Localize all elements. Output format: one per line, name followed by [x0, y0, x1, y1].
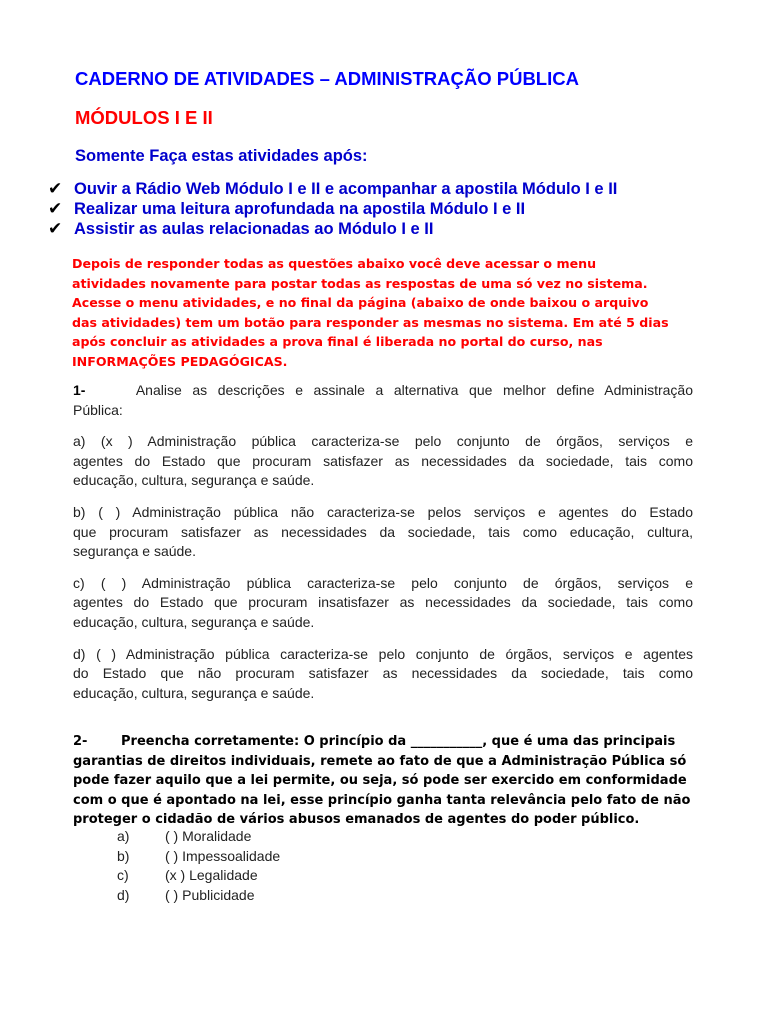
checklist-item-text: Ouvir a Rádio Web Módulo I e II e acompanhar a apostila Módulo I e II: [74, 180, 618, 198]
notice-line: Acesse o menu atividades, e no final da página (abaixo de onde baixou o arquivo: [72, 295, 649, 311]
option-letter: d): [117, 886, 130, 903]
page-subtitle: MÓDULOS I E II: [75, 107, 213, 128]
option-line: do Estado que não procuram satisfazer as necessidades da sociedade, tais como: [73, 665, 693, 682]
page-title: CADERNO DE ATIVIDADES – ADMINISTRAÇÃO PÚBLICA: [75, 68, 579, 89]
question-text-line: Pública:: [73, 401, 123, 418]
option-text: ( ) Moralidade: [165, 828, 252, 844]
option-line: d) ( ) Administração pública caracteriza-se pelo conjunto de órgãos, serviços e agentes: [73, 645, 693, 662]
instructions-notice: [72, 254, 692, 372]
answer-option-b: [117, 847, 280, 867]
checklist-item-text: Assistir as aulas relacionadas ao Módulo I e II: [74, 220, 434, 238]
question-1-prompt: [73, 381, 693, 420]
answer-option-a: [117, 827, 280, 847]
notice-line: Depois de responder todas as questões abaixo você deve acessar o menu: [72, 256, 597, 271]
option-text: (x ) Legalidade: [165, 867, 258, 884]
option-line: educação, cultura, segurança e saúde.: [73, 684, 315, 701]
option-letter: b): [117, 847, 130, 864]
question-number: 2-: [73, 734, 88, 749]
option-line: educação, cultura, segurança e saúde.: [73, 613, 315, 630]
option-line: agentes do Estado que procuram insatisfazer as necessidades da sociedade, tais como: [73, 594, 693, 611]
answer-option-d: [117, 886, 280, 906]
option-line: b) ( ) Administração pública não caracteriza-se pelos serviços e agentes do Estado: [73, 503, 693, 520]
answer-option-b: [73, 503, 693, 562]
question-text-line: proteger o cidadão de vários abusos emanados de agentes do poder público.: [73, 812, 640, 828]
check-icon: ✔: [48, 179, 63, 199]
answer-option-c: [117, 866, 280, 886]
question-2: [73, 732, 693, 830]
checklist-item: [48, 179, 748, 199]
option-line: agentes do Estado que procuram satisfazer as necessidades da sociedade, tais como: [73, 452, 693, 469]
question-text-line: Preencha corretamente: O princípio da ___________, que é uma das principais: [121, 734, 676, 749]
notice-line: atividades novamente para postar todas as respostas de uma só vez no sistema.: [72, 275, 648, 291]
notice-line: das atividades) tem um botão para responder as mesmas no sistema. Em até 5 dias: [72, 314, 669, 330]
answer-option-a: [73, 432, 693, 491]
option-line: c) ( ) Administração pública caracteriza-se pelo conjunto de órgãos, serviços e: [73, 574, 693, 591]
option-line: educação, cultura, segurança e saúde.: [73, 472, 315, 489]
checklist-item: [48, 219, 748, 239]
option-text: ( ) Publicidade: [165, 886, 255, 903]
check-icon: ✔: [48, 199, 63, 219]
question-text-line: garantias de direitos individuais, remete ao fato de que a Administração Pública só: [73, 753, 687, 769]
prerequisite-checklist: [48, 179, 748, 239]
option-line: que procuram satisfazer as necessidades da sociedade, tais como educação, cultura,: [73, 523, 693, 540]
question-2-options: [117, 827, 280, 905]
notice-line: após concluir as atividades a prova final é liberada no portal do curso, nas: [72, 334, 603, 350]
intro-heading: Somente Faça estas atividades após:: [75, 147, 368, 165]
question-text-line: com o que é apontado na lei, esse princípio ganha tanta relevância pelo fato de não: [73, 792, 691, 808]
option-text: ( ) Impessoalidade: [165, 847, 281, 864]
question-1: [73, 381, 693, 715]
option-letter: c): [117, 867, 129, 884]
checklist-item-text: Realizar uma leitura aprofundada na apostila Módulo I e II: [74, 200, 526, 218]
answer-option-c: [73, 574, 693, 633]
option-line: a) (x ) Administração pública caracteriza-se pelo conjunto de órgãos, serviços e: [73, 433, 693, 450]
answer-option-d: [73, 645, 693, 704]
option-letter: a): [117, 828, 130, 844]
question-number: 1-: [73, 382, 86, 398]
checklist-item: [48, 199, 748, 219]
notice-line: INFORMAÇÕES PEDAGÓGICAS.: [72, 353, 288, 369]
question-text-line: Analise as descrições e assinale a alternativa que melhor define Administração: [135, 382, 693, 398]
question-text-line: pode fazer aquilo que a lei permite, ou seja, só pode ser exercido em conformidade: [73, 773, 687, 789]
check-icon: ✔: [48, 219, 63, 239]
option-line: segurança e saúde.: [73, 543, 196, 560]
